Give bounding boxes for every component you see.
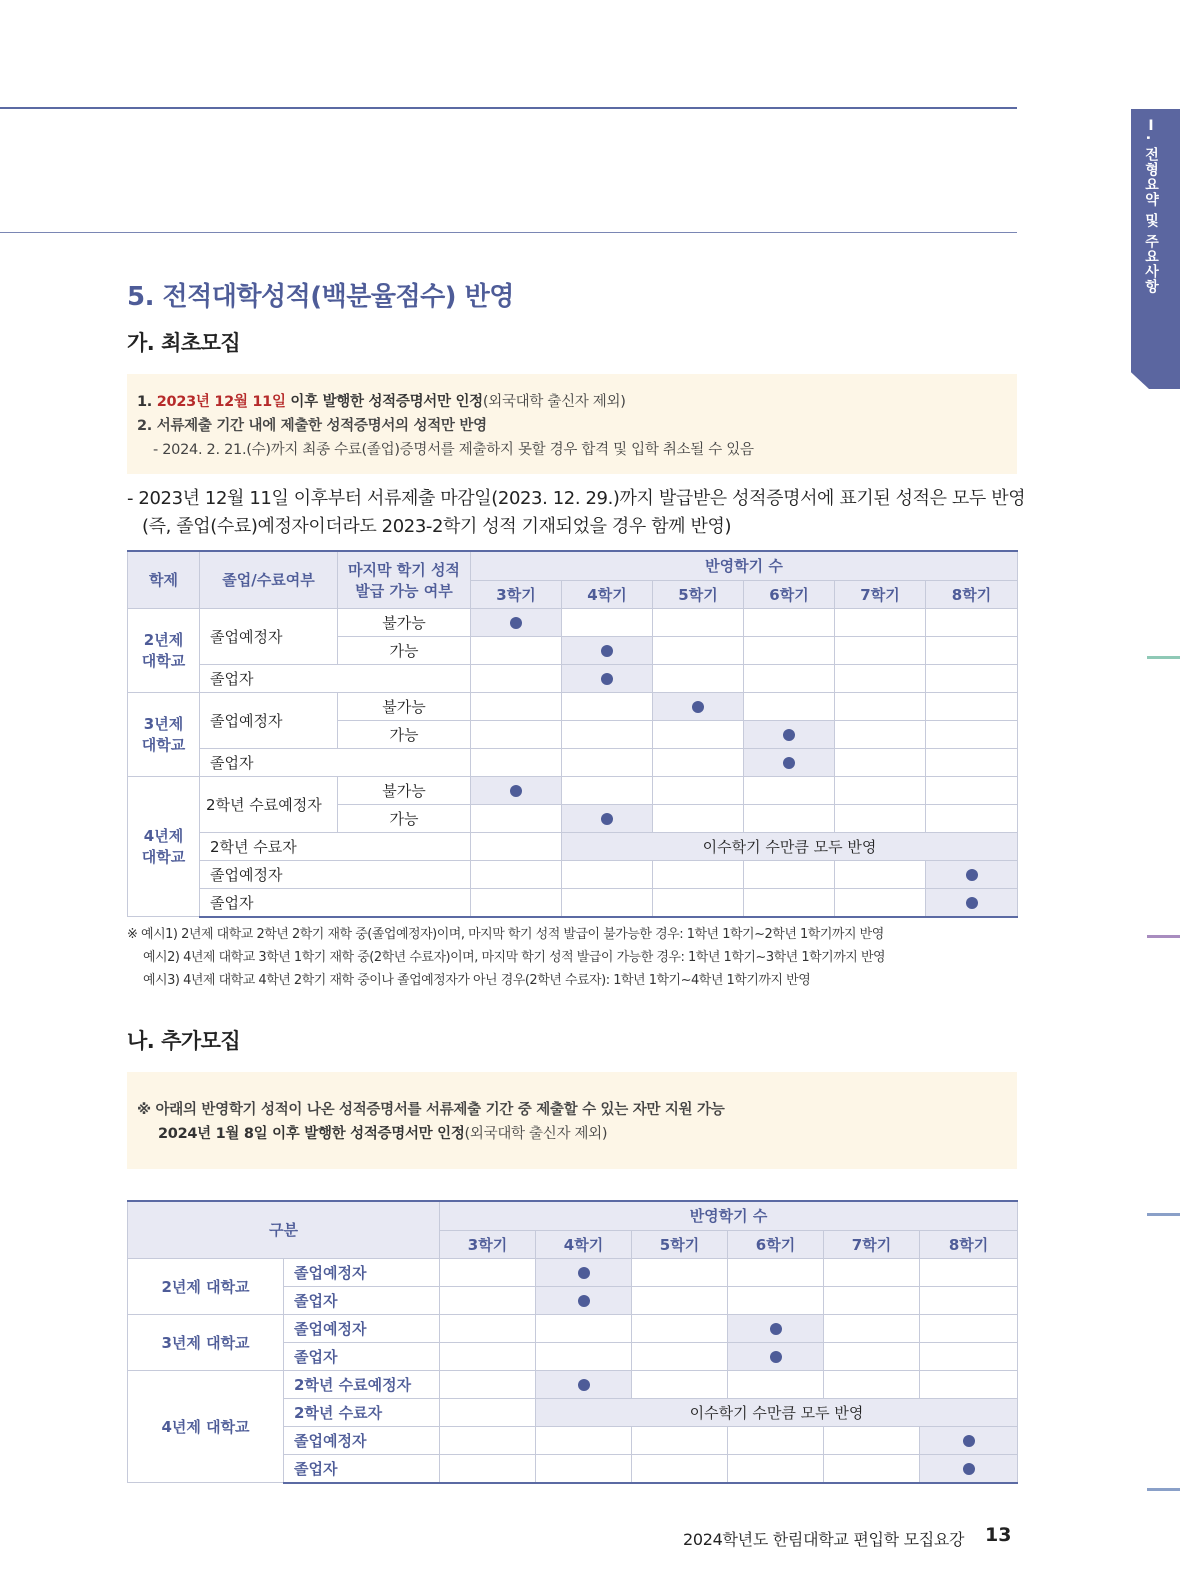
header-rule: [0, 232, 1017, 233]
table-row: [128, 888, 1018, 917]
cell-mark: [536, 1370, 632, 1398]
status-y2-expected: 2학년 수료예정자: [200, 776, 338, 832]
status-graduate: 졸업자: [200, 664, 471, 692]
dot-icon: [770, 1351, 782, 1363]
dot-icon: [963, 1435, 975, 1447]
th-sem-4: 4학기: [562, 580, 653, 608]
notice-b-line1: ※ 아래의 반영학기 성적이 나온 성적증명서를 서류제출 기간 중 제출할 수 있는 자만 지원 가능: [137, 1102, 725, 1118]
status-graduate: 졸업자: [284, 1286, 440, 1314]
status-y2-expected: 2학년 수료예정자: [284, 1370, 440, 1398]
dot-icon: [963, 1463, 975, 1475]
table-row: [128, 1314, 1018, 1342]
table-row: [128, 664, 1018, 692]
group-2yr-l1: 2년제: [143, 631, 184, 649]
status-expected: 졸업예정자: [200, 692, 338, 748]
notice-a-rule: 이후 발행한 성적증명서만 인정: [285, 394, 483, 410]
th-semesters: 반영학기 수: [471, 551, 1018, 580]
side-marker-2[interactable]: [1147, 935, 1180, 938]
th-sem-3: 3학기: [440, 1230, 536, 1258]
group-4yr: [128, 776, 200, 917]
part-a-title: 가. 최초모집: [127, 331, 241, 355]
cell-mark: [728, 1342, 824, 1370]
group-4yr-l1: 4년제: [143, 827, 184, 846]
status-y2-complete: 2학년 수료자: [284, 1398, 440, 1426]
group-2yr: 2년제 대학교: [128, 1258, 284, 1314]
status-expected: 졸업예정자: [284, 1426, 440, 1454]
top-rule: [0, 107, 1017, 109]
th-sem-5: 5학기: [653, 580, 744, 608]
table-row: [128, 608, 1018, 636]
cell-mark: [471, 608, 562, 636]
table-row: [128, 748, 1018, 776]
status-graduate: 졸업자: [200, 748, 471, 776]
table-row: [128, 1370, 1018, 1398]
dot-icon: [601, 813, 613, 825]
group-3yr-l2: 대학교: [141, 736, 186, 754]
th-sem-8: 8학기: [920, 1230, 1018, 1258]
notice-a-date: 2023년 12월 11일: [156, 394, 286, 410]
dot-icon: [578, 1295, 590, 1307]
table-row: [128, 860, 1018, 888]
notice-a-num: 1.: [137, 394, 157, 410]
group-4yr-l2: 대학교: [141, 848, 186, 867]
part-a-paragraph-2: (즉, 졸업(수료)예정자이더라도 2023-2학기 성적 기재되었을 경우 함께 반영): [142, 516, 732, 537]
status-y2-complete: 2학년 수료자: [200, 832, 471, 860]
th-sem-3: 3학기: [471, 580, 562, 608]
dot-icon: [601, 645, 613, 657]
issuable-yes: 가능: [338, 720, 471, 748]
part-b-notice: [127, 1072, 1017, 1169]
part-b-title: 나. 추가모집: [127, 1029, 241, 1053]
side-marker-3[interactable]: [1147, 1213, 1180, 1216]
status-graduate: 졸업자: [284, 1342, 440, 1370]
cell-mark: [728, 1314, 824, 1342]
cell-mark: [653, 692, 744, 720]
span-all-semesters: 이수학기 수만큼 모두 반영: [562, 832, 1018, 860]
dot-icon: [510, 617, 522, 629]
th-last-semester: [338, 551, 471, 608]
dot-icon: [783, 757, 795, 769]
cell-mark: [926, 888, 1018, 917]
first-round-table: [127, 550, 1018, 918]
group-4yr: 4년제 대학교: [128, 1370, 284, 1483]
cell-mark: [536, 1258, 632, 1286]
chapter-tab-label: Ⅰ. 전형요약 및 주요사항: [1143, 118, 1159, 294]
side-marker-4[interactable]: [1147, 1488, 1180, 1491]
notice-a-exception: (외국대학 출신자 제외): [482, 394, 626, 410]
status-graduate: 졸업자: [200, 888, 471, 917]
dot-icon: [692, 701, 704, 713]
th-sem-8: 8학기: [926, 580, 1018, 608]
issuable-no: 불가능: [338, 776, 471, 804]
group-2yr-l2: 대학교: [141, 652, 186, 670]
table-row: [128, 692, 1018, 720]
group-3yr-l1: 3년제: [143, 715, 184, 733]
th-sem-4: 4학기: [536, 1230, 632, 1258]
cell-mark: [744, 720, 835, 748]
th-school: 학제: [128, 551, 200, 608]
group-2yr: [128, 608, 200, 692]
span-all-semesters: 이수학기 수만큼 모두 반영: [536, 1398, 1018, 1426]
group-3yr: 3년제 대학교: [128, 1314, 284, 1370]
cell-mark: [926, 860, 1018, 888]
issuable-no: 불가능: [338, 692, 471, 720]
table-row: [128, 776, 1018, 804]
table-row: [128, 1258, 1018, 1286]
th-sem-6: 6학기: [744, 580, 835, 608]
notice-b-exception: (외국대학 출신자 제외): [464, 1126, 608, 1142]
dot-icon: [601, 673, 613, 685]
page-number: 13: [985, 1524, 1012, 1546]
dot-icon: [770, 1323, 782, 1335]
part-a-notice: [127, 374, 1017, 474]
part-a-paragraph-1: - 2023년 12월 11일 이후부터 서류제출 마감일(2023. 12. 29.)까지 발급받은 성적증명서에 표기된 성적은 모두 반영: [127, 488, 1026, 509]
example-note-2: 예시2) 4년제 대학교 3학년 1학기 재학 중(2학년 수료자)이며, 마지막 학기 성적 발급이 가능한 경우: 1학년 1학기~3학년 1학기까지 반영: [143, 950, 886, 965]
notice-b-rule: 2024년 1월 8일 이후 발행한 성적증명서만 인정: [158, 1126, 465, 1142]
dot-icon: [966, 897, 978, 909]
footer-text: 2024학년도 한림대학교 편입학 모집요강: [683, 1530, 965, 1549]
dot-icon: [966, 869, 978, 881]
example-note-3: 예시3) 4년제 대학교 4학년 2학기 재학 중이나 졸업예정자가 아닌 경우(2학년 수료자): 1학년 1학기~4학년 1학기까지 반영: [143, 973, 811, 988]
issuable-yes: 가능: [338, 804, 471, 832]
status-expected: 졸업예정자: [284, 1258, 440, 1286]
side-marker-1[interactable]: [1147, 656, 1180, 659]
cell-mark: [536, 1286, 632, 1314]
dot-icon: [578, 1379, 590, 1391]
cell-mark: [920, 1426, 1018, 1454]
status-graduate: 졸업자: [284, 1454, 440, 1483]
dot-icon: [783, 729, 795, 741]
table-row: [128, 832, 1018, 860]
dot-icon: [510, 785, 522, 797]
notice-a-line2: 2. 서류제출 기간 내에 제출한 성적증명서의 성적만 반영: [137, 418, 487, 434]
group-3yr: [128, 692, 200, 776]
notice-a-line3: - 2024. 2. 21.(수)까지 최종 수료(졸업)증명서를 제출하지 못할 경우 합격 및 입학 취소될 수 있음: [153, 442, 754, 458]
th-semesters: 반영학기 수: [440, 1201, 1018, 1230]
status-expected: 졸업예정자: [200, 860, 471, 888]
status-expected: 졸업예정자: [200, 608, 338, 664]
example-note-1: ※ 예시1) 2년제 대학교 2학년 2학기 재학 중(졸업예정자)이며, 마지막 학기 성적 발급이 불가능한 경우: 1학년 1학기~2학년 1학기까지 반영: [127, 927, 884, 942]
cell-mark: [920, 1454, 1018, 1483]
cell-mark: [562, 636, 653, 664]
section-title: 5. 전적대학성적(백분율점수) 반영: [127, 282, 514, 312]
th-sem-7: 7학기: [824, 1230, 920, 1258]
status-expected: 졸업예정자: [284, 1314, 440, 1342]
dot-icon: [578, 1267, 590, 1279]
th-division: 구분: [128, 1201, 440, 1258]
th-sem-7: 7학기: [835, 580, 926, 608]
additional-round-table: [127, 1200, 1018, 1484]
th-last-line2: 발급 가능 여부: [355, 581, 453, 600]
cell-mark: [562, 804, 653, 832]
notice-a-line1: [137, 390, 626, 411]
issuable-yes: 가능: [338, 636, 471, 664]
th-last-line1: 마지막 학기 성적: [348, 560, 460, 579]
cell-mark: [471, 776, 562, 804]
cell-mark: [562, 664, 653, 692]
cell-mark: [744, 748, 835, 776]
notice-b-line2: [158, 1122, 607, 1143]
th-sem-6: 6학기: [728, 1230, 824, 1258]
th-sem-5: 5학기: [632, 1230, 728, 1258]
issuable-no: 불가능: [338, 608, 471, 636]
th-status: 졸업/수료여부: [200, 551, 338, 608]
